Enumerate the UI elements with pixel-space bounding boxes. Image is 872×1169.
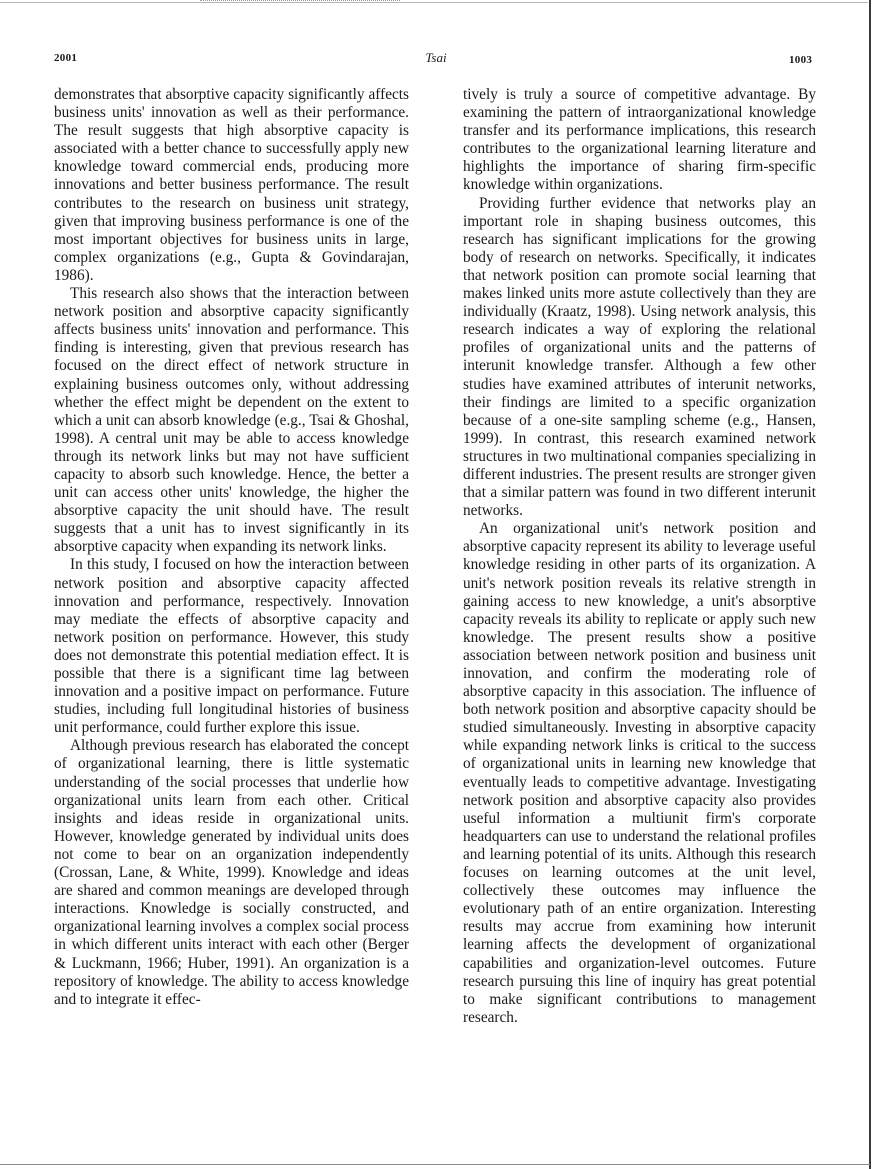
scan-right-edge bbox=[869, 0, 871, 1169]
scan-top-edge bbox=[0, 2, 868, 3]
paragraph: An organizational unit's network position and absorptive capacity represent its ability to leverage useful knowledge residing in other parts of its organization. A unit's network position reveals its relative strength in gaining access to new knowledge, a unit's absorptive capacity reveals its ability to replicate or apply such new knowledge. The present results show a positive association between network position and business unit innovation, and confirm the moderating role of absorptive capacity in this association. The influence of both network position and absorptive capacity should be studied simultaneously. Investing in absorptive capacity while expanding network links is critical to the success of organizational units in learning new knowledge that eventually leads to competitive advantage. Investigating network position and absorptive capacity also provides useful information a multiunit firm's corporate headquarters can use to understand the relational profiles and learning potential of its units. Although this research focuses on learning outcomes at the unit level, collectively these outcomes may influence the evolutionary path of an entire organization. Interesting results may accrue from examining how interunit learning affects the development of organizational capabilities and organization-level outcomes. Future research pursuing this line of inquiry has great potential to make significant contributions to management research. bbox=[463, 520, 816, 1026]
paragraph: Although previous research has elaborated the concept of organizational learning, there is little systematic understanding of the social processes that underlie how organizational units learn from each other. Critical insights and ideas reside in organizational units. However, knowledge generated by individual units does not come to bear on an organization independently (Crossan, Lane, & White, 1999). Knowledge and ideas are shared and common meanings are developed through interactions. Knowledge is socially constructed, and organizational learning involves a complex social process in which different units interact with each other (Berger & Luckmann, 1966; Huber, 1991). An organization is a repository of knowledge. The ability to access knowledge and to integrate it effec- bbox=[54, 737, 409, 1008]
paragraph: demonstrates that absorptive capacity significantly affects business units' innovation as well as their performance. The result suggests that high absorptive capacity is associated with a better chance to successfully apply new knowledge toward commercial ends, producing more innovations and better business performance. The result contributes to the research on business unit strategy, given that improving business performance is one of the most important objectives for business units in large, complex organizations (e.g., Gupta & Govindarajan, 1986). bbox=[54, 86, 409, 284]
scan-top-artifact bbox=[200, 0, 400, 1]
running-header-author: Tsai bbox=[425, 50, 447, 65]
right-column bbox=[463, 86, 816, 1027]
running-header-year: 2001 bbox=[54, 52, 78, 64]
paragraph: tively is truly a source of competitive advantage. By examining the pattern of intraorganizational knowledge transfer and its performance implications, this research contributes to the organizational learning literature and highlights the importance of sharing firm-specific knowledge within organizations. bbox=[463, 86, 816, 194]
scan-bottom-edge bbox=[0, 1164, 870, 1165]
page-number: 1003 bbox=[789, 54, 813, 66]
paragraph: Providing further evidence that networks play an important role in shaping business outcomes, this research has significant implications for the growing body of research on networks. Specifically, it indicates that network position can promote social learning that makes linked units more astute collectively than they are individually (Kraatz, 1998). Using network analysis, this research indicates a way of exploring the relational profiles of organizational units and the patterns of interunit knowledge transfer. Although a few other studies have examined attributes of interunit networks, their findings are limited to a specific organization because of a one-site sampling scheme (e.g., Hansen, 1999). In contrast, this research examined network structures in two multinational companies specializing in different industries. The present results are stronger given that a similar pattern was found in two different interunit networks. bbox=[463, 194, 816, 520]
paragraph: In this study, I focused on how the interaction between network position and absorptive capacity affected innovation and performance, respectively. Innovation may mediate the effects of absorptive capacity and network position on performance. However, this study does not demonstrate this potential mediation effect. It is possible that there is a significant time lag between innovation and a positive impact on performance. Future studies, including full longitudinal histories of business unit performance, could further explore this issue. bbox=[54, 556, 409, 737]
left-column bbox=[54, 86, 409, 1009]
paragraph: This research also shows that the interaction between network position and absorptive capacity significantly affects business units' innovation and performance. This finding is interesting, given that previous research has focused on the direct effect of network structure in explaining business outcomes only, without addressing whether the effect might be dependent on the extent to which a unit can absorb knowledge (e.g., Tsai & Ghoshal, 1998). A central unit may be able to access knowledge through its network links but may not have sufficient capacity to absorb such knowledge. Hence, the better a unit can access other units' knowledge, the higher the absorptive capacity the unit should have. The result suggests that a unit has to invest significantly in its absorptive capacity when expanding its network links. bbox=[54, 285, 409, 556]
